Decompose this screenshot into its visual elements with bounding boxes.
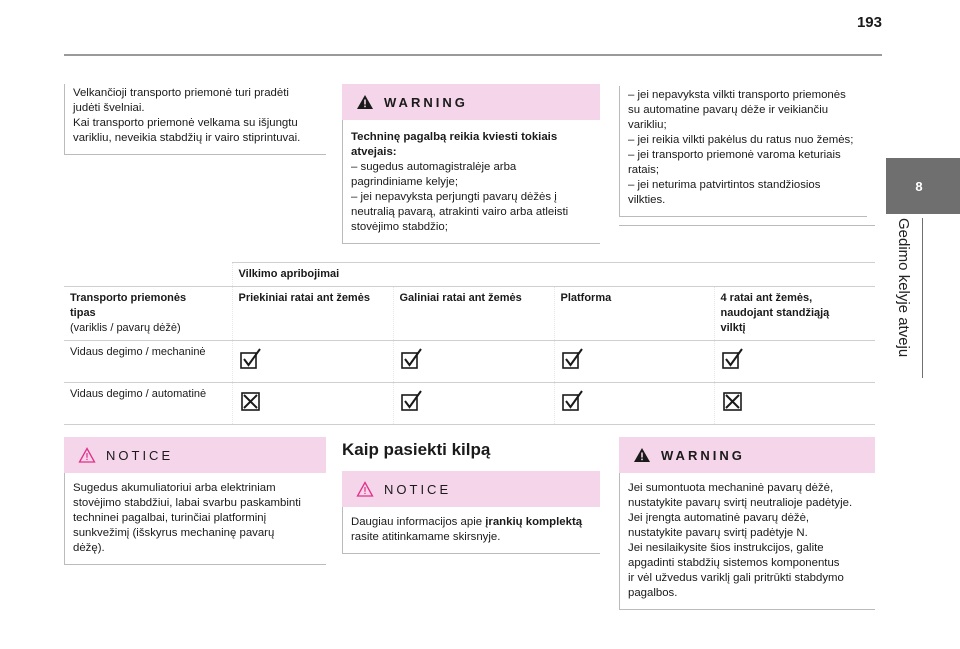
notice-triangle-icon [356, 481, 374, 497]
notice-line: techninei pagalbai, turinčiai platforminį [73, 512, 267, 524]
warning-body [619, 473, 875, 610]
chapter-title-wrap [892, 218, 916, 368]
warning-lead: Techninę pagalbą reikia kviesti tokiais [351, 131, 558, 143]
warning-line: neutralią pavarą, atrakinti vairo arba atleisti [351, 206, 569, 218]
checkbox-checked-icon [400, 389, 424, 413]
warning-line: pagrindiniame kelyje; [351, 176, 459, 188]
chapter-number: 8 [915, 178, 923, 194]
intro-line: varikliu, neveikia stabdžių ir vairo stiprintuvai. [73, 132, 301, 144]
continued-line: su automatine pavarų dėže ir veikiančiu [628, 104, 829, 116]
notice-callout-1 [64, 437, 326, 565]
checkbox-crossed-icon [239, 389, 263, 413]
warning-body [342, 120, 600, 244]
chapter-side-line [922, 218, 923, 378]
notice-header-label: NOTICE [384, 481, 452, 497]
table-row [64, 341, 875, 383]
towing-restrictions-table [64, 262, 875, 425]
warning-line: apgadinti stabdžių sistemos komponentus [628, 557, 840, 569]
column-header: Priekiniai ratai ant žemės [232, 287, 393, 341]
warning-line: ir vėl užvedus variklį gali pritrūkti stabdymo [628, 572, 844, 584]
warning-callout-2 [619, 437, 875, 610]
notice-line: rasite atitinkamame skirsnyje. [351, 531, 501, 543]
table-header-row [64, 287, 875, 341]
tool-kit-link[interactable]: įrankių komplektą [485, 516, 583, 528]
continued-line: varikliu; [628, 119, 667, 131]
continued-lines [619, 86, 867, 217]
notice-line: sunkvežimį (išskyrus mechaninę pavarų [73, 527, 275, 539]
continued-line: – jei reikia vilkti pakėlus du ratus nuo žemės; [628, 134, 854, 146]
notice-line [351, 515, 592, 530]
notice-line: Sugedus akumuliatoriui arba elektriniam [73, 482, 276, 494]
checkbox-checked-icon [561, 389, 585, 413]
mark-cell [232, 341, 393, 383]
intro-lines [73, 86, 318, 146]
section-title: Kaip pasiekti kilpą [342, 440, 491, 459]
warning-triangle-icon [633, 447, 651, 463]
row-header-title: Transporto priemonės [70, 292, 187, 304]
checkbox-checked-icon [721, 347, 745, 371]
mark-cell [232, 383, 393, 425]
continued-line: – jei transporto priemonė varoma keturiais [628, 149, 841, 161]
checkbox-checked-icon [239, 347, 263, 371]
continued-line: – jei neturima patvirtintos standžiosios [628, 179, 821, 191]
mark-cell [554, 341, 714, 383]
table-caption-row [64, 263, 875, 287]
column-header: Platforma [554, 287, 714, 341]
continued-line: – jei nepavyksta vilkti transporto priemonės [628, 89, 846, 101]
warning-line: nustatykite pavarų svirtį neutralioje padėtyje. [628, 497, 853, 509]
warning-lead: atvejais: [351, 146, 397, 158]
top-rule [64, 54, 882, 56]
notice-callout-2 [342, 471, 600, 554]
continued-line: vilkties. [628, 194, 666, 206]
intro-line: Kai transporto priemonė velkama su išjungtu [73, 117, 298, 129]
warning-triangle-icon [356, 94, 374, 110]
checkbox-checked-icon [561, 347, 585, 371]
warning-line: pagalbos. [628, 587, 678, 599]
table-caption: Vilkimo apribojimai [232, 263, 875, 287]
page-number: 193 [856, 14, 882, 31]
notice-body [64, 473, 326, 565]
intro-line: judėti švelniai. [73, 102, 145, 114]
continued-box [619, 84, 875, 226]
warning-line: Jei sumontuota mechaninė pavarų dėžė, [628, 482, 834, 494]
warning-line: Jei nesilaikysite šios instrukcijos, galite [628, 542, 824, 554]
continued-line: ratais; [628, 164, 660, 176]
notice-triangle-icon [78, 447, 96, 463]
mark-cell [393, 383, 554, 425]
column-header: Galiniai ratai ant žemės [393, 287, 554, 341]
mark-cell [714, 383, 875, 425]
notice-header-label: NOTICE [106, 447, 174, 463]
warning-line: Jei įrengta automatinė pavarų dėžė, [628, 512, 810, 524]
intro-line: Velkančioji transporto priemonė turi pradėti [73, 87, 289, 99]
warning-line: nustatykite pavarų svirtį padėtyje N. [628, 527, 808, 539]
warning-header [619, 437, 875, 473]
row-label: Vidaus degimo / automatinė [64, 383, 232, 425]
checkbox-crossed-icon [721, 389, 745, 413]
notice-body [342, 507, 600, 554]
warning-header-label: WARNING [661, 447, 745, 463]
chapter-tab[interactable] [886, 158, 960, 214]
warning-line: – jei nepavyksta perjungti pavarų dėžės į [351, 191, 557, 203]
notice-header [64, 437, 326, 473]
intro-box [64, 84, 326, 155]
notice-header [342, 471, 600, 507]
mark-cell [554, 383, 714, 425]
notice-text: Daugiau informacijos apie [351, 516, 486, 528]
notice-line: dėžę). [73, 542, 105, 554]
warning-line: stovėjimo stabdžio; [351, 221, 448, 233]
row-header-cell [64, 287, 232, 341]
row-label: Vidaus degimo / mechaninė [64, 341, 232, 383]
checkbox-checked-icon [400, 347, 424, 371]
mark-cell [393, 341, 554, 383]
table-corner-cell [64, 263, 232, 287]
warning-header-label: WARNING [384, 94, 468, 110]
chapter-title: Gedimo kelyje atveju [895, 218, 912, 358]
row-header-sub: (variklis / pavarų dėžė) [70, 322, 181, 334]
row-header-title: tipas [70, 307, 96, 319]
warning-header [342, 84, 600, 120]
notice-line: stovėjimo stabdžiui, labai svarbu paskambinti [73, 497, 301, 509]
column-header: 4 ratai ant žemės, naudojant standžiąją vilktį [714, 287, 875, 341]
table-row [64, 383, 875, 425]
warning-line: – sugedus automagistralėje arba [351, 161, 517, 173]
warning-callout-1 [342, 84, 600, 244]
mark-cell [714, 341, 875, 383]
